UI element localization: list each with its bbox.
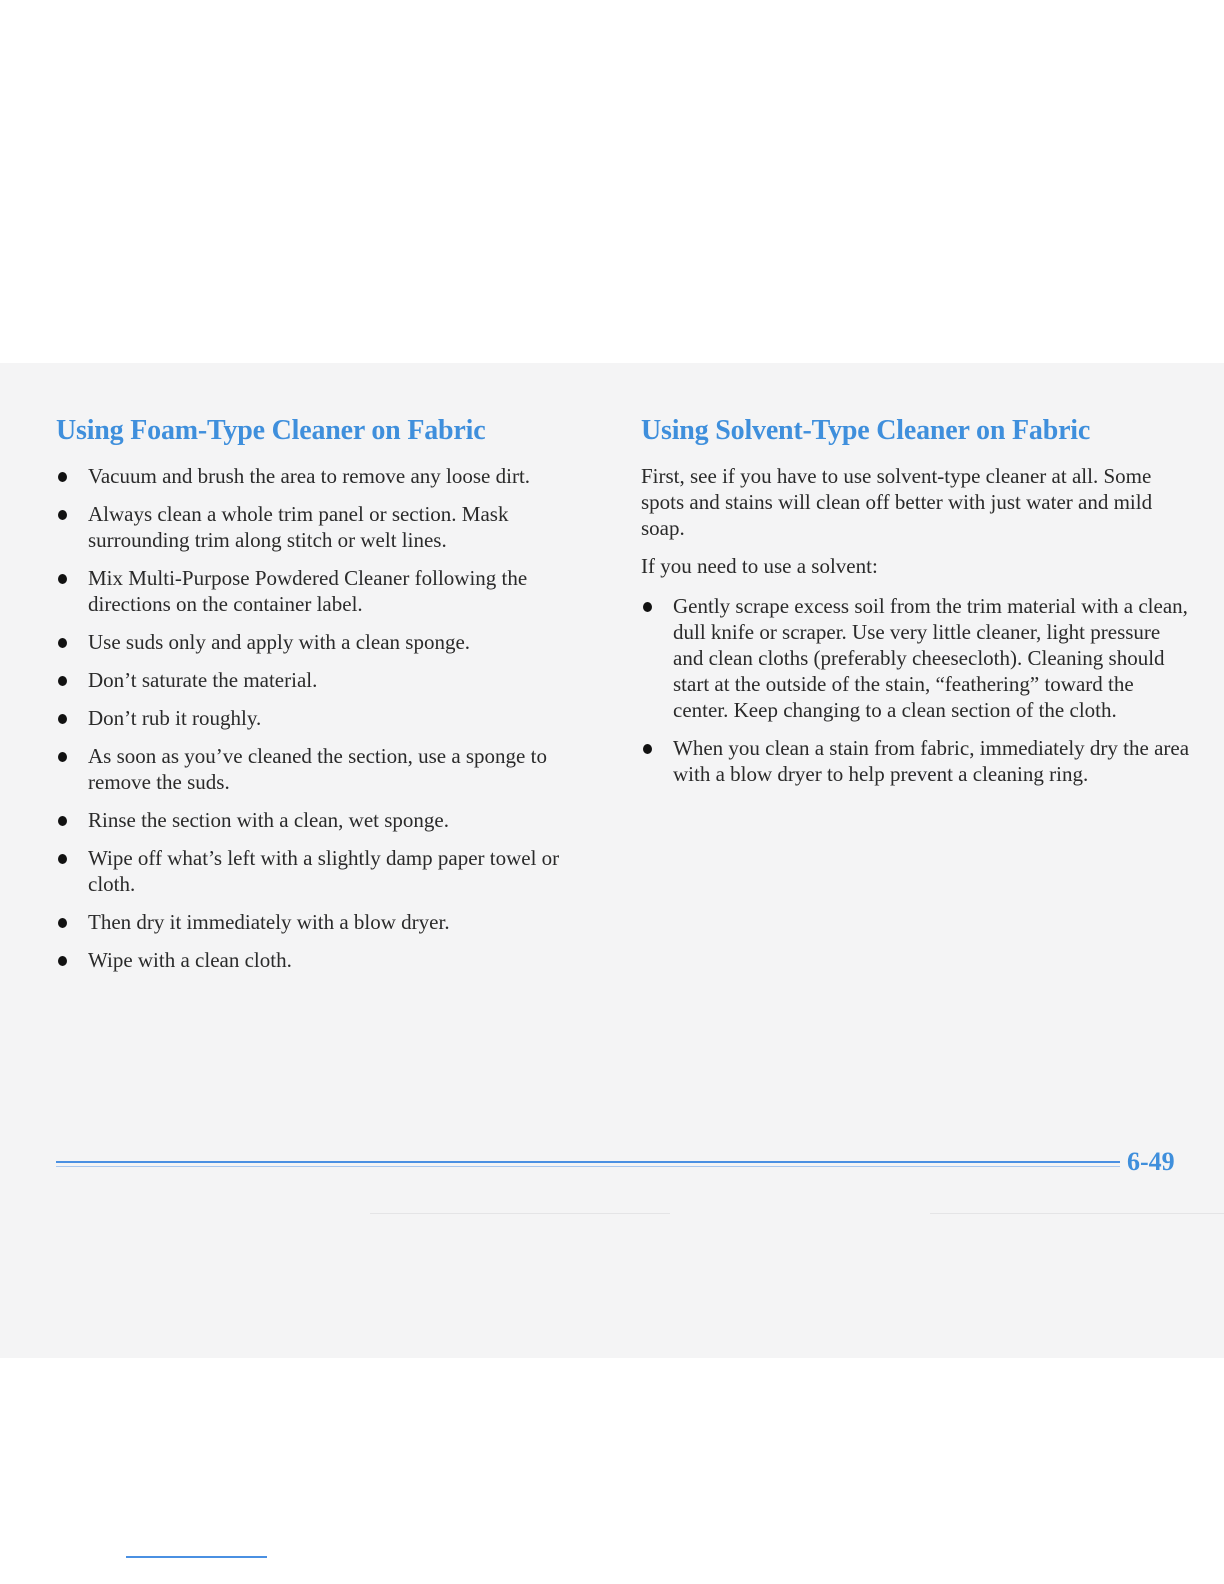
- bullet-icon: [58, 918, 67, 928]
- list-item-text: Don’t rub it roughly.: [88, 706, 262, 730]
- footer-rule-secondary: [56, 1166, 1120, 1167]
- divider: [930, 1213, 1224, 1214]
- bullet-icon: [58, 714, 67, 724]
- list-item: [56, 807, 608, 833]
- bullet-icon: [58, 752, 67, 762]
- bullet-icon: [58, 574, 67, 584]
- intro-paragraph: First, see if you have to use solvent-type cleaner at all. Some spots and stains will clean off better with just water and mild soap.: [641, 464, 1153, 540]
- list-item-text: Gently scrape excess soil from the trim material with a clean, dull knife or scraper. Use very little cleaner, light pressure and clean cloths (preferably cheesecloth). Cleaning should start at the outside of the stain, “feathering” toward the center. Keep changing to a clean section of the cloth.: [673, 594, 1188, 722]
- page-number: 6-49: [1127, 1147, 1175, 1176]
- list-item-text: Always clean a whole trim panel or section. Mask surrounding trim along stitch or welt lines.: [88, 502, 509, 552]
- list-item: [56, 845, 608, 897]
- list-item-text: Don’t saturate the material.: [88, 668, 318, 692]
- list-item-text: Wipe off what’s left with a slightly damp paper towel or cloth.: [88, 846, 560, 896]
- solvent-cleaner-heading: Using Solvent-Type Cleaner on Fabric: [641, 415, 1091, 446]
- list-item: [56, 463, 608, 489]
- list-item-text: Then dry it immediately with a blow dryer.: [88, 910, 450, 934]
- list-item: [56, 629, 608, 655]
- right-column: [641, 411, 1191, 799]
- list-item: [56, 743, 608, 795]
- bullet-icon: [58, 472, 67, 482]
- list-item: [641, 593, 1191, 723]
- bullet-icon: [58, 854, 67, 864]
- list-item: [56, 909, 608, 935]
- list-item: [56, 705, 608, 731]
- bullet-icon: [58, 638, 67, 648]
- solvent-cleaner-steps: [641, 593, 1191, 787]
- footer-rule: [56, 1161, 1120, 1169]
- list-item-text: Mix Multi-Purpose Powdered Cleaner following the directions on the container label.: [88, 566, 528, 616]
- list-item: [56, 947, 608, 973]
- list-item-text: Rinse the section with a clean, wet sponge.: [88, 808, 449, 832]
- list-item: [56, 565, 608, 617]
- bullet-icon: [58, 510, 67, 520]
- list-item: [56, 667, 608, 693]
- footer-rule-primary: [56, 1161, 1120, 1163]
- bullet-icon: [643, 744, 652, 754]
- divider: [370, 1213, 670, 1214]
- list-item-text: As soon as you’ve cleaned the section, use a sponge to remove the suds.: [88, 744, 547, 794]
- bullet-icon: [58, 816, 67, 826]
- bullet-icon: [58, 956, 67, 966]
- solvent-lead-in: If you need to use a solvent:: [641, 554, 878, 578]
- list-item-text: Vacuum and brush the area to remove any loose dirt.: [88, 464, 531, 488]
- bullet-icon: [58, 676, 67, 686]
- bottom-link-underline: [126, 1556, 267, 1558]
- page-panel: [0, 363, 1224, 1358]
- list-item-text: Wipe with a clean cloth.: [88, 948, 292, 972]
- list-item: [641, 735, 1191, 787]
- bullet-icon: [643, 602, 652, 612]
- list-item: [56, 501, 608, 553]
- list-item-text: Use suds only and apply with a clean sponge.: [88, 630, 471, 654]
- foam-cleaner-heading: Using Foam-Type Cleaner on Fabric: [56, 415, 486, 446]
- foam-cleaner-steps: [56, 463, 608, 973]
- list-item-text: When you clean a stain from fabric, immediately dry the area with a blow dryer to help prevent a cleaning ring.: [673, 736, 1190, 786]
- left-column: [56, 411, 608, 985]
